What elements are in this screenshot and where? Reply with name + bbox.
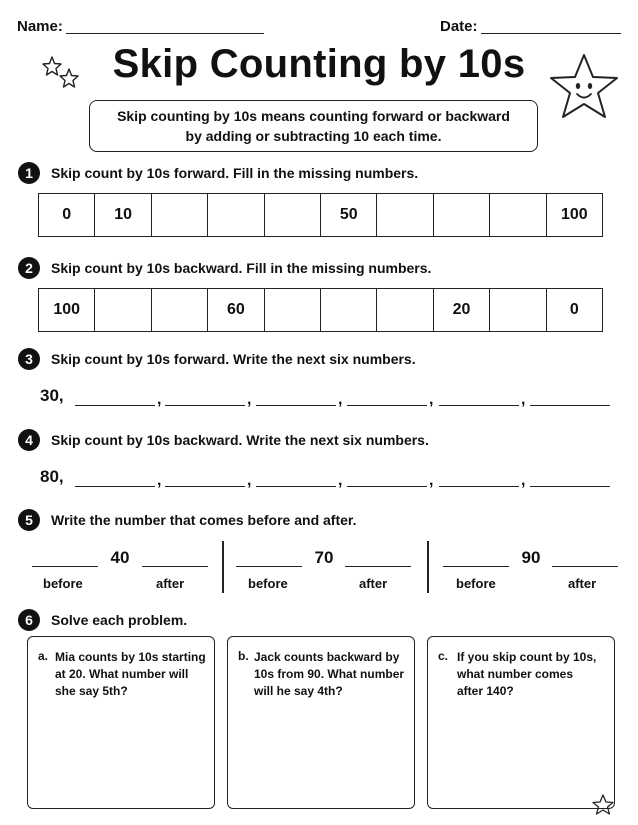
q4-answer-blank[interactable]	[75, 486, 155, 487]
problem-line: she say 5th?	[55, 684, 128, 698]
problem-line: Mia counts by 10s starting	[55, 650, 206, 664]
divider	[222, 541, 224, 593]
q1-cell[interactable]	[490, 194, 546, 236]
q3-answer-blank[interactable]	[165, 405, 245, 406]
middle-number: 70	[314, 548, 334, 567]
problem-line: 10s from 90. What number	[254, 667, 405, 681]
question-4-number: 4	[18, 429, 40, 451]
q1-cell[interactable]	[377, 194, 433, 236]
before-blank[interactable]	[32, 566, 98, 567]
after-blank[interactable]	[552, 566, 618, 567]
q4-answer-blank[interactable]	[439, 486, 519, 487]
divider	[427, 541, 429, 593]
question-1-text: Skip count by 10s forward. Fill in the missing numbers.	[51, 165, 419, 181]
comma: ,	[338, 472, 343, 489]
q2-cell[interactable]	[377, 289, 433, 331]
q1-cell[interactable]	[208, 194, 264, 236]
question-1-number: 1	[18, 162, 40, 184]
q1-cell[interactable]: 100	[561, 206, 588, 223]
q1-cell[interactable]	[434, 194, 490, 236]
q4-answer-blank[interactable]	[256, 486, 336, 487]
comma: ,	[521, 472, 526, 489]
date-label: Date:	[440, 18, 478, 35]
q2-number-grid	[38, 288, 603, 332]
q4-start-number: 80,	[40, 467, 64, 486]
q3-answer-blank[interactable]	[530, 405, 610, 406]
after-label: after	[359, 576, 388, 591]
q2-cell[interactable]	[95, 289, 151, 331]
comma: ,	[247, 472, 252, 489]
q1-cell[interactable]	[152, 194, 208, 236]
question-6-text: Solve each problem.	[51, 612, 188, 628]
question-4-text: Skip count by 10s backward. Write the next six numbers.	[51, 432, 429, 448]
question-6-number: 6	[18, 609, 40, 631]
comma: ,	[338, 391, 343, 408]
q4-answer-blank[interactable]	[530, 486, 610, 487]
problem-letter: b.	[238, 649, 249, 663]
comma: ,	[157, 391, 162, 408]
q2-cell[interactable]: 0	[569, 301, 579, 318]
q3-answer-blank[interactable]	[347, 405, 427, 406]
q3-answer-blank[interactable]	[256, 405, 336, 406]
after-blank[interactable]	[142, 566, 208, 567]
q1-cell[interactable]: 50	[321, 194, 377, 236]
q2-cell[interactable]: 20	[434, 289, 490, 331]
problem-line: what number comes	[457, 667, 574, 681]
comma: ,	[521, 391, 526, 408]
q1-number-grid	[38, 193, 603, 237]
problem-line: If you skip count by 10s,	[457, 650, 597, 664]
q3-answer-blank[interactable]	[439, 405, 519, 406]
q3-answer-blank[interactable]	[75, 405, 155, 406]
problem-text	[254, 649, 404, 700]
before-label: before	[43, 576, 83, 591]
problem-box-b[interactable]	[227, 636, 415, 809]
after-blank[interactable]	[345, 566, 411, 567]
comma: ,	[247, 391, 252, 408]
before-blank[interactable]	[443, 566, 509, 567]
before-blank[interactable]	[236, 566, 302, 567]
comma: ,	[429, 391, 434, 408]
q2-cell[interactable]: 100	[39, 289, 95, 331]
q4-answer-blank[interactable]	[165, 486, 245, 487]
name-field[interactable]	[66, 33, 264, 34]
after-label: after	[568, 576, 597, 591]
problem-box-a[interactable]	[27, 636, 215, 809]
q2-cell[interactable]	[152, 289, 208, 331]
q2-cell[interactable]: 60	[208, 289, 264, 331]
q2-cell[interactable]	[265, 289, 321, 331]
question-2-text: Skip count by 10s backward. Fill in the missing numbers.	[51, 260, 432, 276]
middle-number: 90	[521, 548, 541, 567]
question-5-text: Write the number that comes before and after.	[51, 512, 357, 528]
q1-cell[interactable]	[265, 194, 321, 236]
problem-line: Jack counts backward by	[254, 650, 400, 664]
date-field[interactable]	[481, 33, 621, 34]
problem-text	[55, 649, 206, 700]
q2-cell[interactable]	[490, 289, 546, 331]
comma: ,	[157, 472, 162, 489]
definition-box	[89, 100, 538, 152]
problem-line: after 140?	[457, 684, 514, 698]
problem-text	[457, 649, 596, 700]
q2-cell[interactable]	[321, 289, 377, 331]
before-label: before	[456, 576, 496, 591]
problem-letter: c.	[438, 649, 449, 663]
q1-cell[interactable]: 0	[39, 194, 95, 236]
name-label: Name:	[17, 18, 63, 35]
question-3-number: 3	[18, 348, 40, 370]
before-label: before	[248, 576, 288, 591]
problem-line: at 20. What number will	[55, 667, 189, 681]
after-label: after	[156, 576, 185, 591]
problem-line: will he say 4th?	[254, 684, 343, 698]
q1-cell[interactable]: 10	[95, 194, 151, 236]
problem-letter: a.	[38, 649, 49, 663]
question-3-text: Skip count by 10s forward. Write the next six numbers.	[51, 351, 416, 367]
q3-start-number: 30,	[40, 386, 64, 405]
q4-answer-blank[interactable]	[347, 486, 427, 487]
page-title: Skip Counting by 10s	[112, 42, 526, 86]
definition-line-2: by adding or subtracting 10 each time.	[185, 128, 442, 144]
problem-box-c[interactable]	[427, 636, 615, 809]
question-5-number: 5	[18, 509, 40, 531]
definition-line-1: Skip counting by 10s means counting forward or backward	[117, 108, 510, 124]
question-2-number: 2	[18, 257, 40, 279]
comma: ,	[429, 472, 434, 489]
middle-number: 40	[110, 548, 130, 567]
